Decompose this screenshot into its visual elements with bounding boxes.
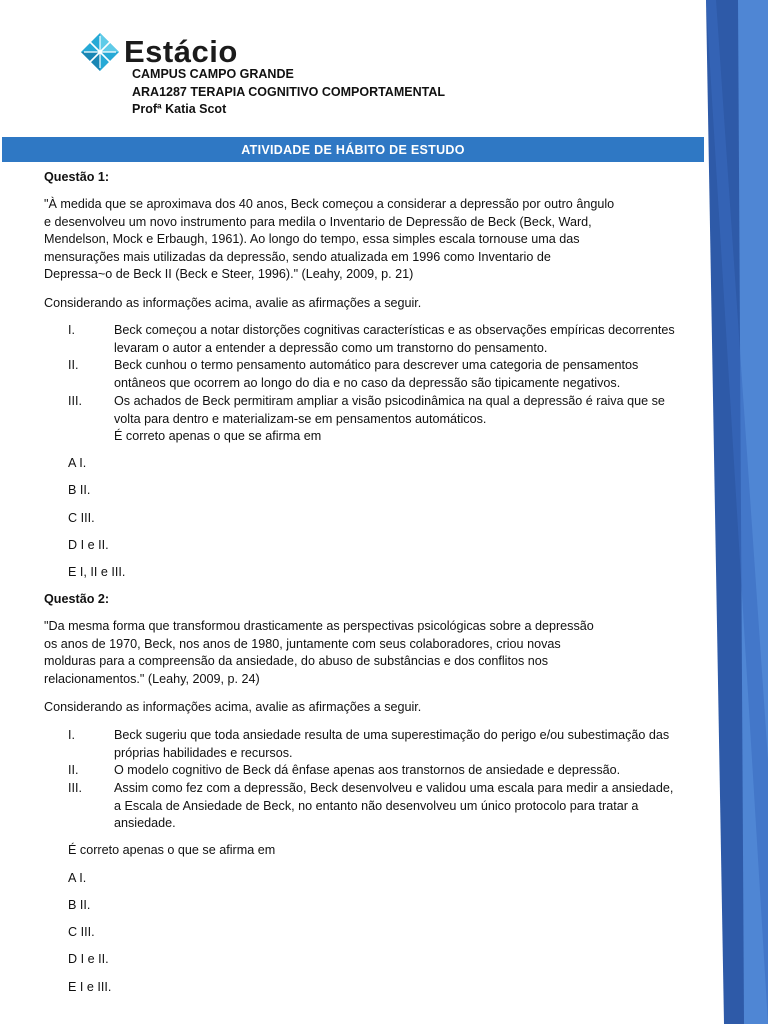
question-1-statement <box>68 357 688 392</box>
answer-option[interactable]: D I e II. <box>68 952 109 966</box>
statement-line: volta para dentro e materializam-se em pensamentos automáticos. <box>114 411 487 426</box>
logo-diamond-icon <box>80 32 120 72</box>
statement-line: O modelo cognitivo de Beck dá ênfase apenas aos transtornos de ansiedade e depressão. <box>114 763 621 777</box>
quote-line: mensurações mais utilizadas da depressão, sendo atualizada em 1996 como Inventario de <box>44 249 551 264</box>
question-1-intro: Considerando as informações acima, avalie as afirmações a seguir. <box>44 296 422 310</box>
statement-number: III. <box>68 394 82 408</box>
statement-line: Os achados de Beck permitiram ampliar a visão psicodinâmica na qual a depressão é raiva que se <box>114 394 665 408</box>
question-1-statement <box>68 322 688 357</box>
answer-option[interactable]: B II. <box>68 898 91 912</box>
quote-line: "Da mesma forma que transformou drasticamente as perspectivas psicológicas sobre a depressão <box>44 619 594 633</box>
answer-option[interactable]: A I. <box>68 456 87 470</box>
answer-option[interactable]: E I e III. <box>68 980 112 994</box>
question-2-statement <box>68 727 688 762</box>
question-1-statement <box>68 393 688 446</box>
statement-line: a Escala de Ansiedade de Beck, no entanto não desenvolveu um único protocolo para tratar a <box>114 798 639 813</box>
statement-number: I. <box>68 323 75 337</box>
statement-line: Beck começou a notar distorções cognitivas características e as observações empíricas decorrentes <box>114 323 675 337</box>
question-2-intro: Considerando as informações acima, avalie as afirmações a seguir. <box>44 700 422 714</box>
course-name: ARA1287 TERAPIA COGNITIVO COMPORTAMENTAL <box>132 84 445 99</box>
activity-banner <box>2 137 704 162</box>
answer-option[interactable]: A I. <box>68 871 87 885</box>
answer-option[interactable]: D I e II. <box>68 538 109 552</box>
quote-line: relacionamentos." (Leahy, 2009, p. 24) <box>44 671 260 686</box>
statement-line: Assim como fez com a depressão, Beck desenvolveu e validou uma escala para medir a ansiedade, <box>114 781 674 795</box>
question-2-statement <box>68 762 688 780</box>
statement-line: ontâneos que ocorrem ao longo do dia e no caso da depressão são tipicamente negativos. <box>114 375 621 390</box>
quote-line: os anos de 1970, Beck, nos anos de 1980, juntamente com seus colaboradores, criou novas <box>44 636 561 651</box>
question-1-quote <box>44 196 694 284</box>
statement-line: próprias habilidades e recursos. <box>114 745 293 760</box>
question-2-quote <box>44 618 694 688</box>
quote-line: Mendelson, Mock e Erbaugh, 1961). Ao longo do tempo, essa simples escala tornouse uma das <box>44 232 580 247</box>
question-1-title: Questão 1: <box>44 170 110 184</box>
statement-number: II. <box>68 763 79 777</box>
statement-line: Beck sugeriu que toda ansiedade resulta de uma superestimação do perigo e/ou subestimação das <box>114 728 670 742</box>
question-2-prompt: É correto apenas o que se afirma em <box>68 843 276 857</box>
question-2-title: Questão 2: <box>44 592 110 606</box>
statement-line: ansiedade. <box>114 816 176 831</box>
statement-number: I. <box>68 728 75 742</box>
answer-option[interactable]: B II. <box>68 483 91 497</box>
answer-option[interactable]: C III. <box>68 511 95 525</box>
answer-option[interactable]: C III. <box>68 925 95 939</box>
statement-number: III. <box>68 781 82 795</box>
quote-line: Depressa~o de Beck II (Beck e Steer, 1996)." (Leahy, 2009, p. 21) <box>44 267 414 282</box>
professor-name: Profª Katia Scot <box>132 102 227 116</box>
statement-number: II. <box>68 358 79 372</box>
activity-title: ATIVIDADE DE HÁBITO DE ESTUDO <box>241 142 465 157</box>
answer-option[interactable]: E I, II e III. <box>68 565 126 579</box>
statement-line: É correto apenas o que se afirma em <box>114 429 322 444</box>
course-header <box>132 66 445 119</box>
quote-line: molduras para a compreensão da ansiedade, do abuso de substâncias e dos conflitos nos <box>44 654 549 669</box>
quote-line: "À medida que se aproximava dos 40 anos, Beck começou a considerar a depressão por outro ângulo <box>44 197 615 211</box>
question-2-statement <box>68 780 688 833</box>
brand-name: Estácio <box>124 34 238 69</box>
statement-line: Beck cunhou o termo pensamento automático para descrever uma categoria de pensamentos <box>114 358 639 372</box>
campus-name: CAMPUS CAMPO GRANDE <box>132 67 294 81</box>
statement-line: levaram o autor a entender a depressão como um transtorno do pensamento. <box>114 340 548 355</box>
quote-line: e desenvolveu um novo instrumento para medila o Inventario de Depressão de Beck (Beck, Ward, <box>44 214 592 229</box>
